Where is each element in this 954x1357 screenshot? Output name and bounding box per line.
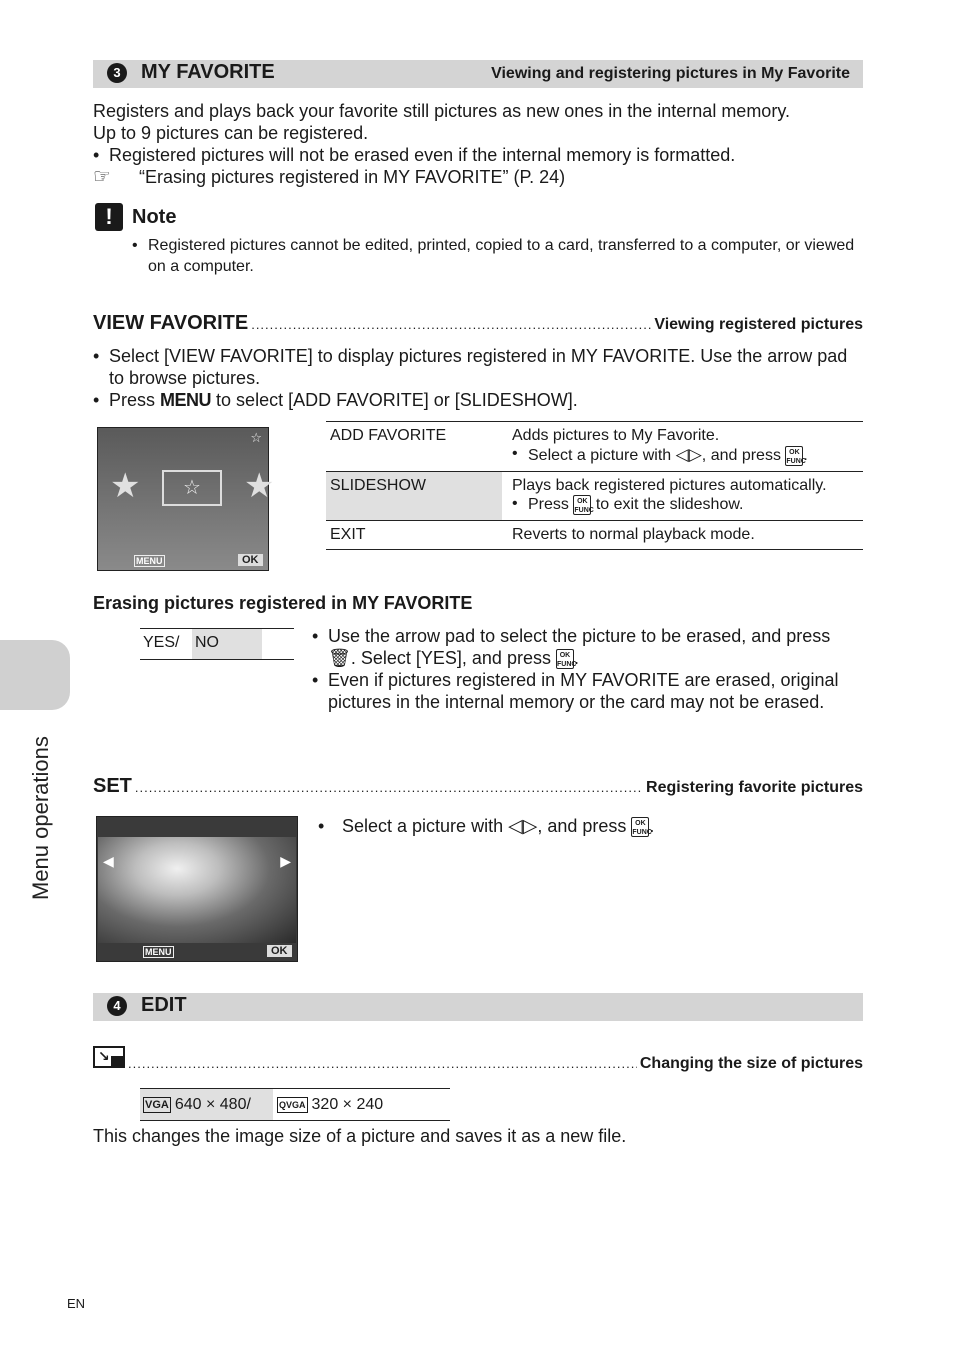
arrow-left-right-icon: ◁▷ xyxy=(675,445,702,464)
set-heading xyxy=(93,775,863,798)
my-favorite-header xyxy=(93,60,863,88)
qvga-icon: QVGA xyxy=(277,1097,308,1113)
trash-icon: 🗑 xyxy=(328,648,351,668)
erase-bullet-1: • Use the arrow pad to select the picture to be erased, and press 🗑. Select [YES], and press OK FUNC. xyxy=(312,625,863,669)
screen-ok-label: OK xyxy=(238,554,263,566)
erase-options xyxy=(140,628,294,660)
remove-favorite-star-icon: ★ xyxy=(244,467,275,505)
vga-option xyxy=(140,1089,273,1120)
option-cell: SLIDESHOW xyxy=(326,471,502,520)
set-bullet: • Select a picture with ◁▷, and press OK FUNC. xyxy=(318,816,655,837)
intro-line-2: Up to 9 pictures can be registered. xyxy=(93,123,369,143)
arrow-left-right-icon: ◁▷ xyxy=(508,816,538,837)
erase-bullet-2: • Even if pictures registered in MY FAVORITE are erased, original pictures in the internal memory or the card may not be erased. xyxy=(312,669,863,713)
set-title: SET xyxy=(93,775,132,797)
edit-description: This changes the image size of a picture and saves it as a new file. xyxy=(93,1126,627,1146)
picture-frame-icon: ☆ xyxy=(162,470,222,506)
option-yes: YES/ xyxy=(143,634,180,651)
reference-hand-icon: ☞ xyxy=(93,166,111,188)
screen-menu-label: MENU xyxy=(145,947,172,957)
intro-line-1: Registers and plays back your favorite still pictures as new ones in the internal memory. xyxy=(93,101,790,121)
note-box xyxy=(95,203,865,277)
vga-size: 640 × 480/ xyxy=(174,1095,251,1113)
next-arrow-icon: ▶ xyxy=(280,853,291,869)
screen-menu-label: MENU xyxy=(136,556,163,566)
view-favorite-table xyxy=(326,421,863,550)
view-favorite-bullets xyxy=(93,345,863,411)
edit-header xyxy=(93,993,863,1021)
leader-dots xyxy=(251,317,651,332)
erasing-bullets xyxy=(312,625,863,713)
option-cell: EXIT xyxy=(330,525,366,543)
side-tab-label: Menu operations xyxy=(28,736,53,900)
table-row xyxy=(326,520,863,549)
option-cell: ADD FAVORITE xyxy=(330,427,447,444)
qvga-option xyxy=(277,1089,383,1120)
page-footer: EN xyxy=(67,1296,86,1311)
set-screen xyxy=(96,816,298,962)
note-title: Note xyxy=(132,205,177,228)
view-favorite-title: VIEW FAVORITE xyxy=(93,312,249,334)
leader-dots xyxy=(135,780,643,795)
menu-key: MENU xyxy=(160,390,212,410)
intro-paragraph xyxy=(93,100,863,188)
screen-ok-label: OK xyxy=(267,945,292,957)
view-favorite-subtitle: Viewing registered pictures xyxy=(654,316,863,333)
ok-func-icon: OK FUNC xyxy=(785,446,803,466)
ok-func-icon: OK FUNC xyxy=(631,817,649,837)
view-bullet-1: • Select [VIEW FAVORITE] to display pictures registered in MY FAVORITE. Use the arrow pad to browse pictures. xyxy=(93,345,863,389)
reference-line xyxy=(93,166,863,188)
vga-icon: VGA xyxy=(145,1098,169,1111)
table-row xyxy=(326,422,863,472)
side-tab-block xyxy=(0,640,70,710)
edit-title: EDIT xyxy=(141,994,187,1016)
view-favorite-heading xyxy=(93,312,863,335)
resize-icon: ↘ xyxy=(93,1046,125,1068)
resize-heading xyxy=(93,1046,863,1073)
desc-cell: Adds pictures to My Favorite. • Select a picture with ◁▷, and press OK FUNC. xyxy=(502,422,863,472)
ok-func-icon: OK FUNC xyxy=(556,649,574,669)
ok-func-icon: OK FUNC xyxy=(573,495,591,515)
section-number-badge: 4 xyxy=(107,996,127,1016)
view-favorite-screen xyxy=(97,427,275,571)
section-title: MY FAVORITE xyxy=(141,61,275,83)
qvga-size: 320 × 240 xyxy=(311,1095,384,1113)
resize-options xyxy=(140,1088,450,1121)
erasing-title: Erasing pictures registered in MY FAVORITE xyxy=(93,593,473,613)
prev-arrow-icon: ◀ xyxy=(103,853,114,869)
note-text: • Registered pictures cannot be edited, printed, copied to a card, transferred to a computer, or viewed on a computer. xyxy=(132,235,873,277)
set-subtitle: Registering favorite pictures xyxy=(646,779,863,796)
table-row xyxy=(326,471,863,520)
photo-thumbnail xyxy=(98,837,296,943)
view-bullet-2: • Press MENU to select [ADD FAVORITE] or [SLIDESHOW]. xyxy=(93,389,863,411)
reference-text: “Erasing pictures registered in MY FAVORITE” (P. 24) xyxy=(139,167,566,187)
section-subtitle: Viewing and registering pictures in My Favorite xyxy=(491,65,850,82)
favorite-star-icon: ☆ xyxy=(250,430,262,445)
leader-dots xyxy=(128,1056,637,1071)
desc-cell: Reverts to normal playback mode. xyxy=(512,525,755,543)
intro-bullet: • Registered pictures will not be erased even if the internal memory is formatted. xyxy=(93,144,863,166)
add-favorite-star-icon: ★ xyxy=(110,467,141,505)
section-number-badge: 3 xyxy=(107,63,127,83)
desc-cell: Plays back registered pictures automatically. • Press OK FUNC to exit the slideshow. xyxy=(502,471,863,520)
warning-icon: ! xyxy=(95,203,123,231)
option-no: NO xyxy=(192,629,262,659)
resize-subtitle: Changing the size of pictures xyxy=(639,1055,863,1072)
